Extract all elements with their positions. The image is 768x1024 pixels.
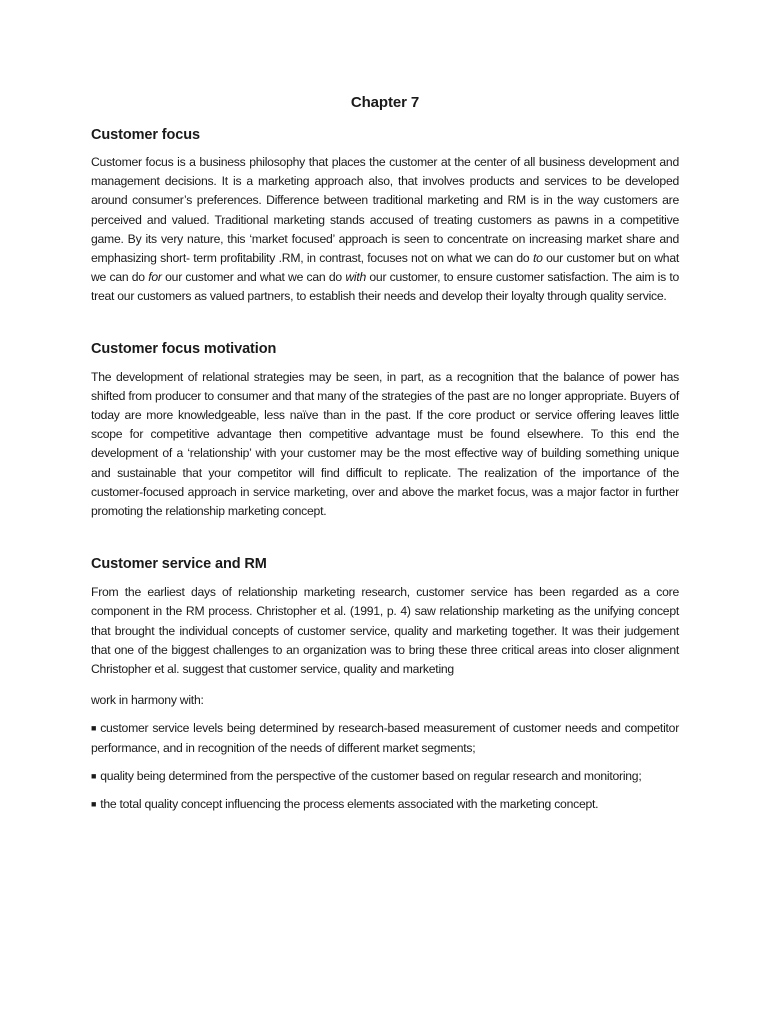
section-customer-focus [91,124,679,307]
paragraph-text: Customer focus is a business philosophy that places the customer at the center of all business development and management decisions. It is a marketing approach also, that involves products and services to be developed around consumer’s preferences. Difference between traditional marketing and RM is in the way customers are perceived and valued. Traditional marketing stands accused of treating customers as pawns in a competitive game. By its very nature, this ‘market focused’ approach is seen to concentrate on increasing market share and emphasizing short- term profitability .RM, in contrast, focuses not on what we can do [91,155,679,266]
section-paragraph: From the earliest days of relationship marketing research, customer service has been regarded as a core component in the RM process. Christopher et al. (1991, p. 4) saw relationship marketing as the unifying concept that brought the individual concepts of customer service, quality and marketing together. It was their judgement that one of the biggest challenges to an organization was to bring these three critical areas into closer alignment Christopher et al. suggest that customer service, quality and marketing [91,585,679,677]
emphasis-text: with [345,270,366,285]
section-customer-focus-motivation [91,338,679,522]
document-page [91,92,679,814]
bullet-text: customer service levels being determined by research-based measurement of customer needs and competitor performance, and in recognition of the needs of different market segments; [91,721,679,755]
emphasis-text: for [148,270,162,285]
bullet-square-icon: ■ [91,799,97,810]
section-paragraph [91,153,679,307]
bullet-text: the total quality concept influencing the process elements associated with the marketing concept. [100,797,599,812]
lead-in-text: work in harmony with: [91,693,204,708]
bullet-square-icon: ■ [91,723,97,734]
emphasis-text: to [532,251,543,266]
bullet-item [91,719,679,757]
paragraph-text: our customer and what we can do [161,270,346,285]
section-heading: Customer focus motivation [91,340,277,357]
paragraph-text: our customer, to ensure customer satisfaction. The aim is to treat our customers as valued partners, to establish their needs and develop their loyalty through quality service. [91,270,680,304]
section-heading: Customer focus [91,127,200,143]
bullet-item [91,767,679,786]
bullet-item [91,795,679,814]
section-paragraph: The development of relational strategies may be seen, in part, as a recognition that the balance of power has shifted from producer to consumer and that many of the strategies of the past are no longer appropriate. Buyers of today are more knowledgeable, less naïve than in the past. If the core product or service offering leaves little scope for competitive advantage then competitive advantage must be found elsewhere. To this end the development of a ‘relationship’ with your customer may be the most effective way of building something unique and sustainable that your competitor will find difficult to replicate. The realization of the importance of the customer-focused approach in service marketing, over and above the market focus, was a major factor in further promoting the relationship marketing concept. [91,369,679,519]
section-customer-service-and-rm [91,553,679,814]
section-heading: Customer service and RM [91,556,267,573]
bullet-square-icon: ■ [91,770,97,781]
paragraph-text: our customer but on what we can do [91,251,679,285]
chapter-title: Chapter 7 [350,94,420,111]
bullet-text: quality being determined from the perspective of the customer based on regular research and monitoring; [100,768,642,783]
